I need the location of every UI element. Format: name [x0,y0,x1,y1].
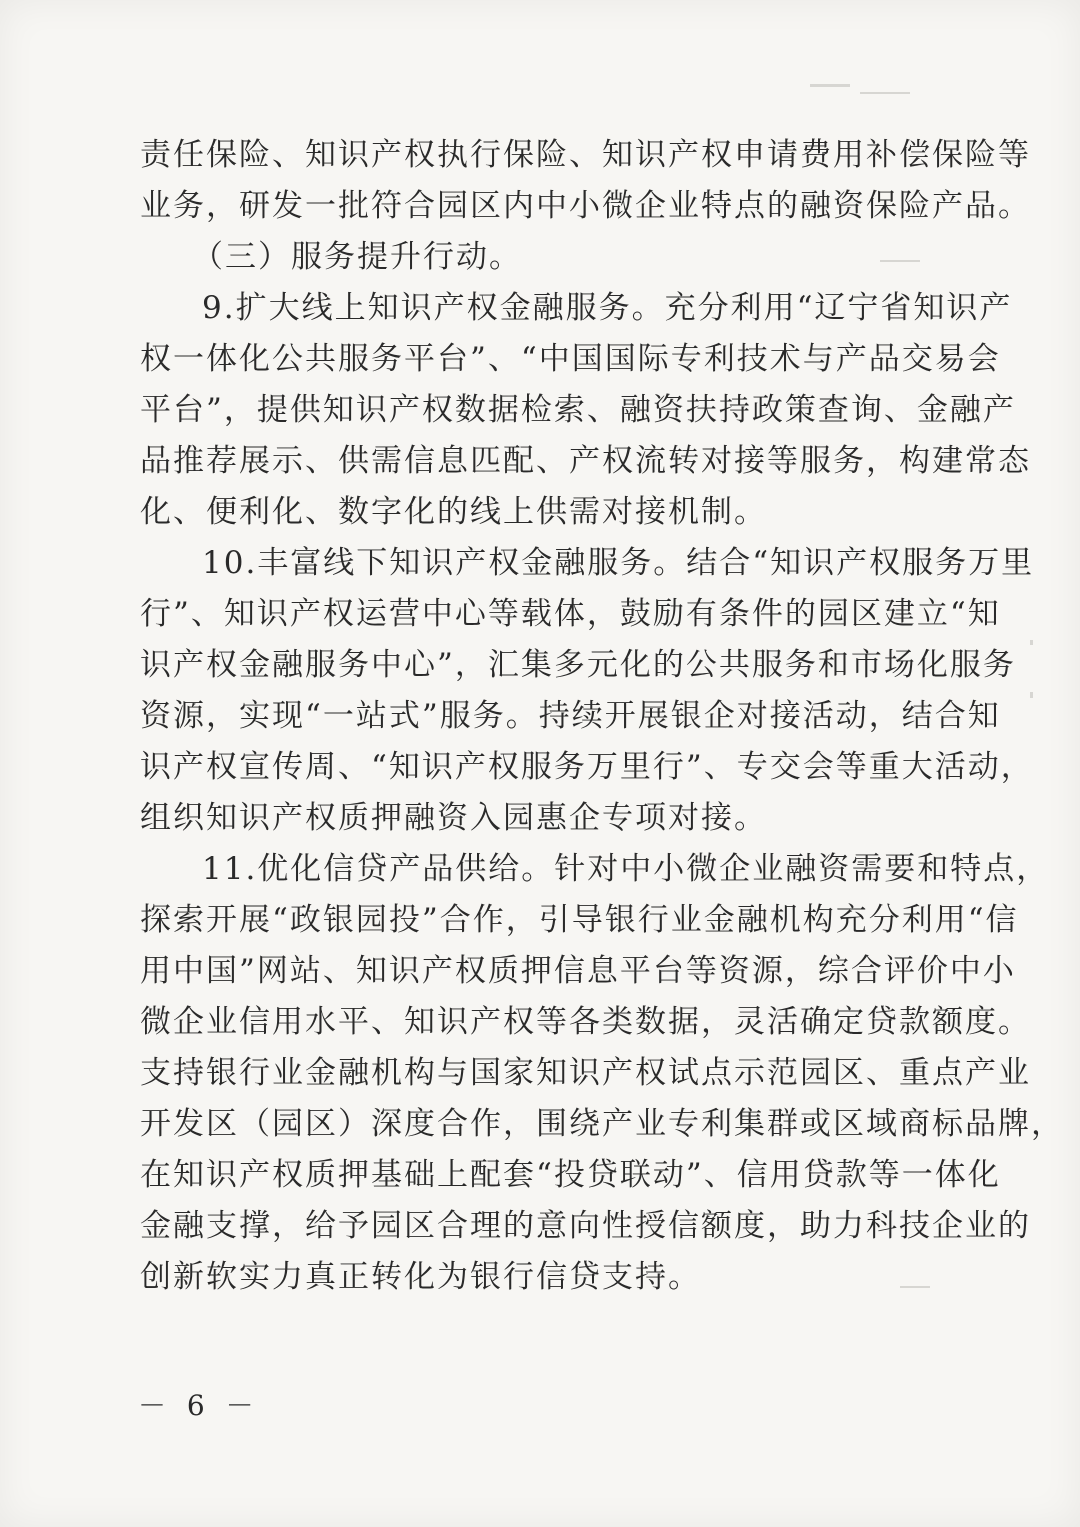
text-line: 化、便利化、数字化的线上供需对接机制。 [140,494,767,530]
text-line: 探索开展“政银园投”合作，引导银行业金融机构充分利用“信 [140,902,1019,938]
text-line: 用中国”网站、知识产权质押信息平台等资源，综合评价中小 [140,953,1016,989]
text-line: 10.丰富线下知识产权金融服务。结合“知识产权服务万里 [202,545,1035,581]
text-line: 识产权宣传周、“知识产权服务万里行”、专交会等重大活动， [140,749,1034,785]
body-text [140,130,1064,1303]
text-line: 开发区（园区）深度合作，围绕产业专利集群或区域商标品牌， [140,1106,1064,1142]
text-line: 组织知识产权质押融资入园惠企专项对接。 [140,800,767,836]
text-line: 业务，研发一批符合园区内中小微企业特点的融资保险产品。 [140,188,1031,224]
text-line: 金融支撑，给予园区合理的意向性授信额度，助力科技企业的 [140,1208,1031,1244]
text-line: 9.扩大线上知识产权金融服务。充分利用“辽宁省知识产 [202,290,1013,326]
text-line: 微企业信用水平、知识产权等各类数据，灵活确定贷款额度。 [140,1004,1031,1040]
page-number: － 6 － [138,1389,260,1422]
text-line: 行”、知识产权运营中心等载体，鼓励有条件的园区建立“知 [140,596,1001,632]
text-line: 权一体化公共服务平台”、“中国国际专利技术与产品交易会 [140,341,1001,377]
text-line: 在知识产权质押基础上配套“投贷联动”、信用贷款等一体化 [140,1157,1001,1193]
text-line: 平台”，提供知识产权数据检索、融资扶持政策查询、金融产 [140,392,1016,428]
text-line: 品推荐展示、供需信息匹配、产权流转对接等服务，构建常态 [140,443,1031,479]
section-heading: （三）服务提升行动。 [192,239,522,275]
scan-speck [810,84,850,87]
scan-speck [1030,692,1033,698]
scan-speck [860,92,910,94]
scan-speck [1030,640,1033,645]
text-line: 11.优化信贷产品供给。针对中小微企业融资需要和特点， [202,851,1050,887]
text-line: 资源，实现“一站式”服务。持续开展银企对接活动，结合知 [140,698,1001,734]
text-line: 支持银行业金融机构与国家知识产权试点示范园区、重点产业 [140,1055,1031,1091]
text-line: 创新软实力真正转化为银行信贷支持。 [140,1259,701,1295]
text-line: 责任保险、知识产权执行保险、知识产权申请费用补偿保险等 [140,137,1031,173]
text-line: 识产权金融服务中心”，汇集多元化的公共服务和市场化服务 [140,647,1016,683]
